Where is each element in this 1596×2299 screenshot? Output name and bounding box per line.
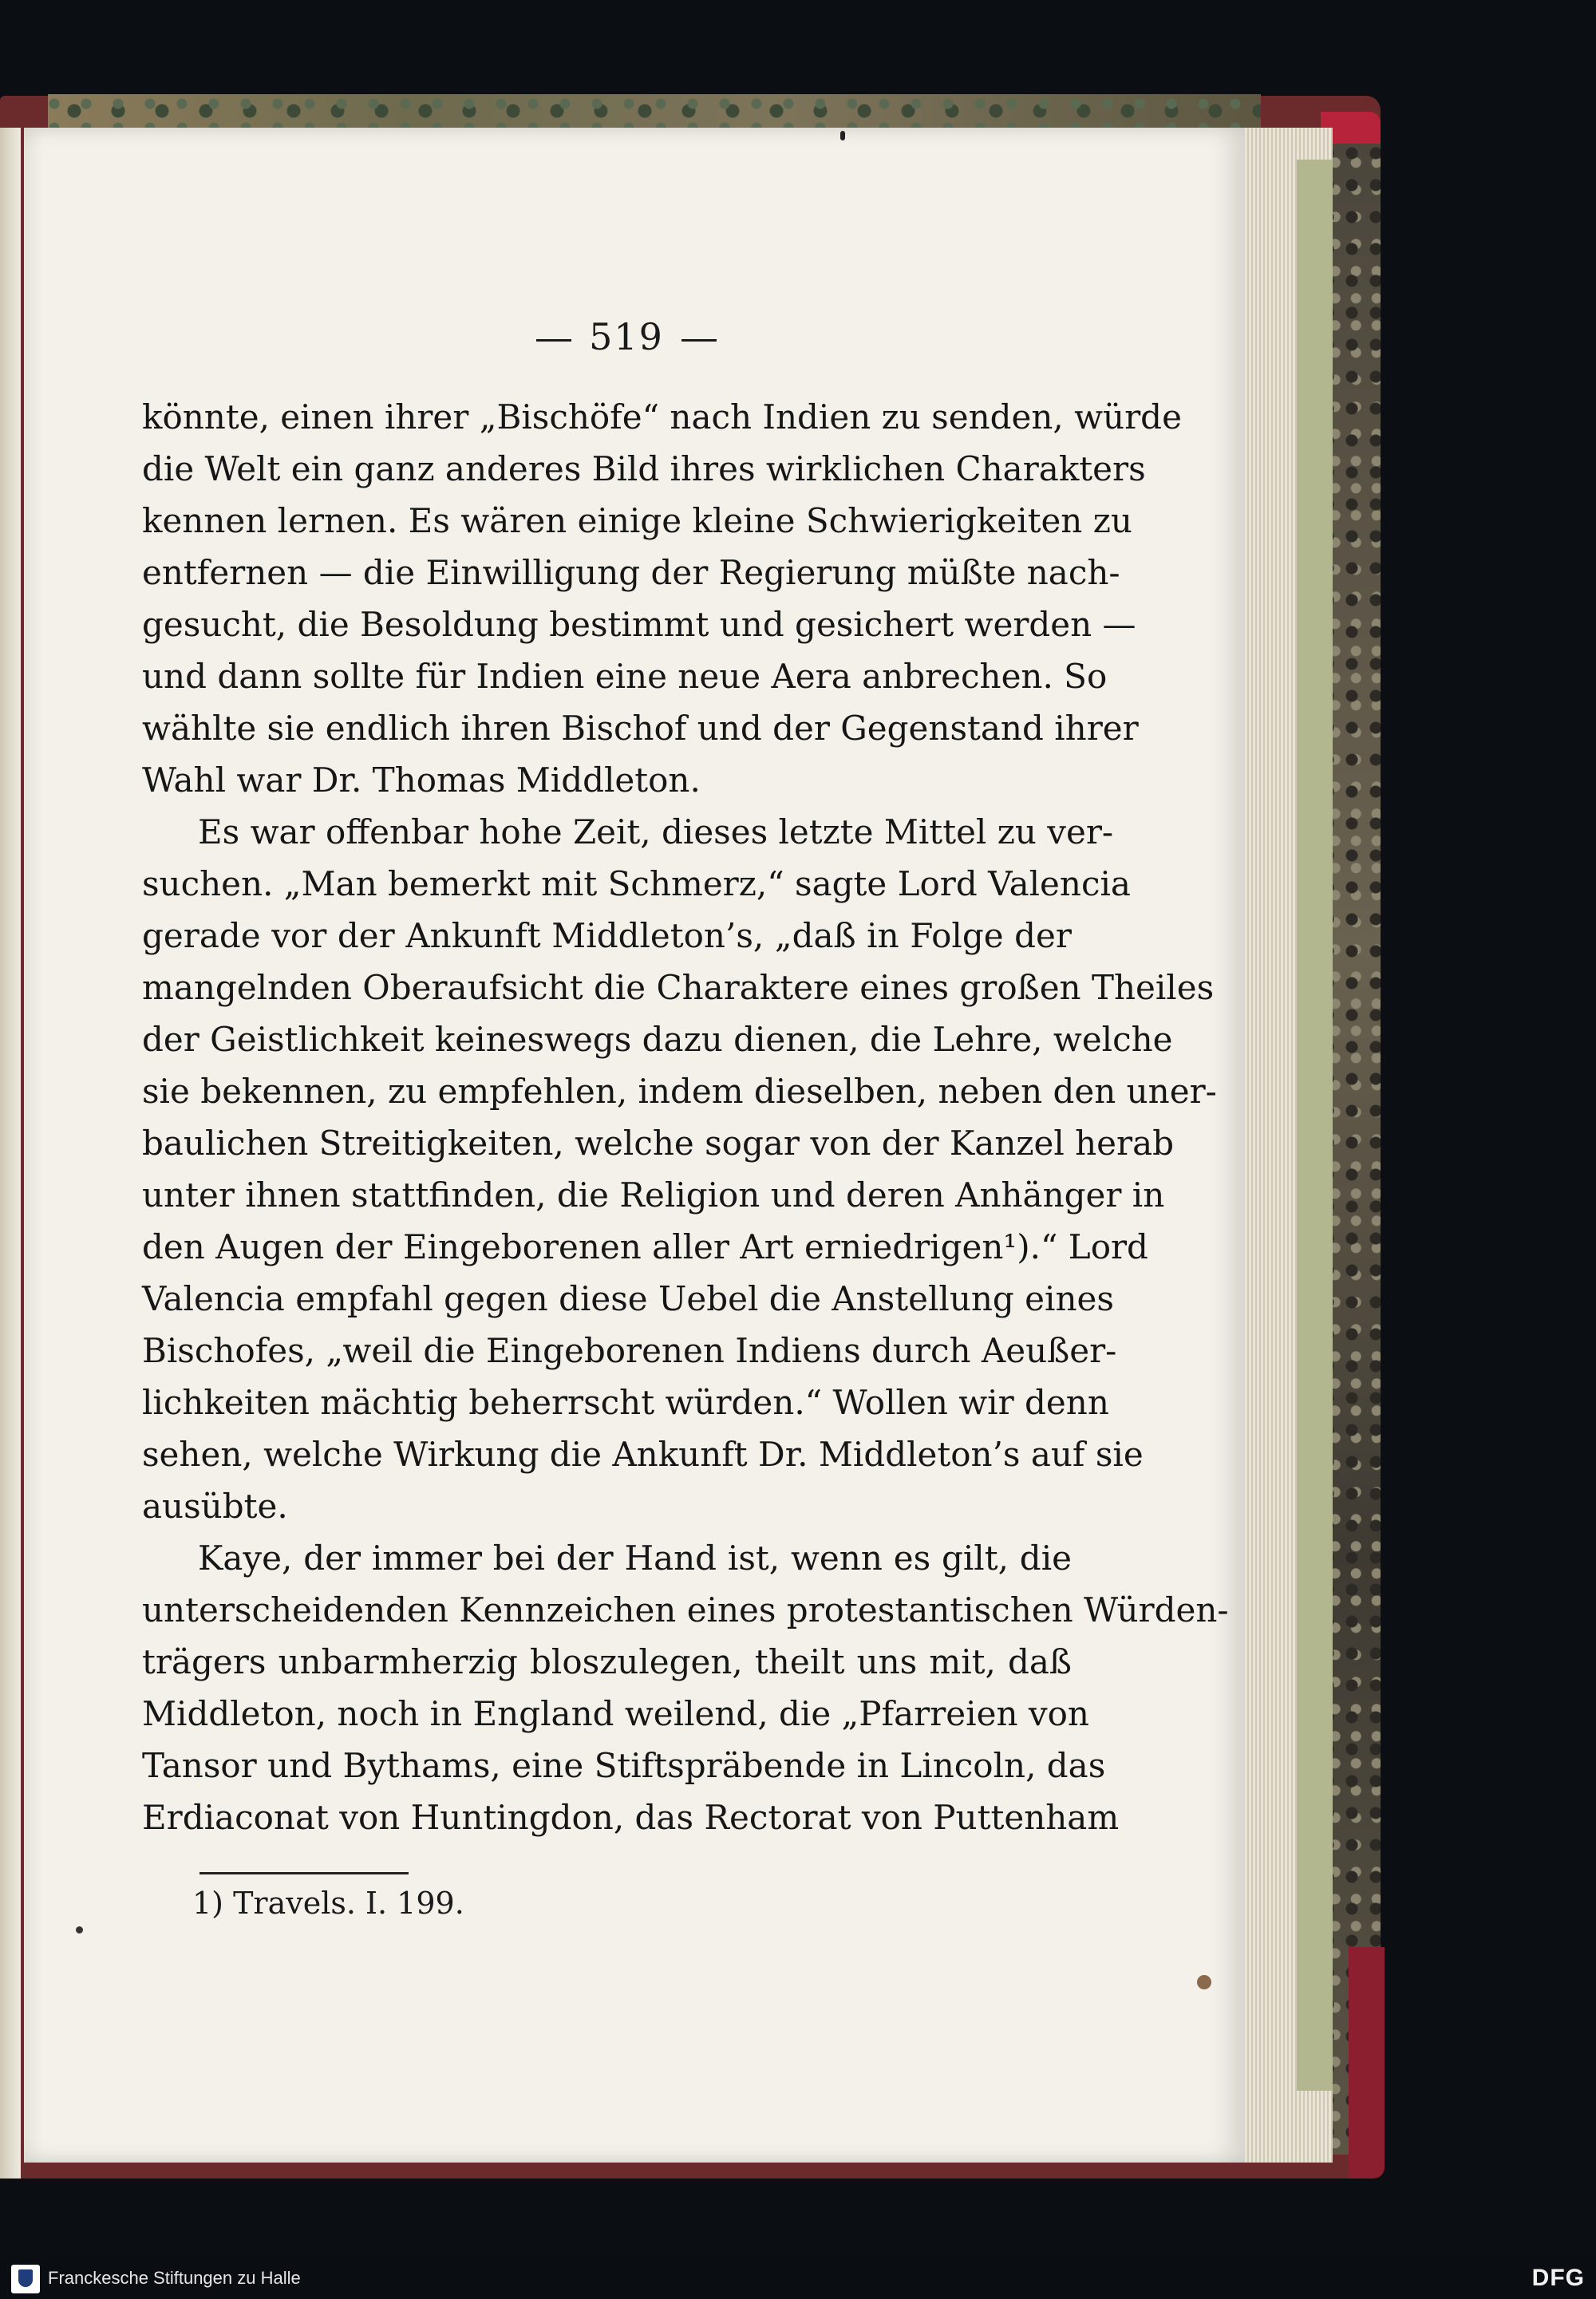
- text-line: den Augen der Eingeborenen aller Art erniedrigen¹).“ Lord: [142, 1227, 1148, 1266]
- institution-name: Franckesche Stiftungen zu Halle: [48, 2268, 301, 2288]
- text-line: sehen, welche Wirkung die Ankunft Dr. Middleton’s auf sie: [142, 1435, 1144, 1474]
- text-line: unter ihnen stattfinden, die Religion und deren Anhänger in: [142, 1175, 1165, 1215]
- text-line: suchen. „Man bemerkt mit Schmerz,“ sagte Lord Valencia: [142, 864, 1131, 903]
- ink-speck: [76, 1926, 83, 1934]
- marbled-edge-top: [48, 94, 1261, 132]
- text-line: Es war offenbar hohe Zeit, dieses letzte Mittel zu ver-: [198, 812, 1114, 851]
- text-line: ausübte.: [142, 1487, 288, 1526]
- ink-mark: [840, 131, 845, 140]
- dash-left: [536, 339, 571, 342]
- dash-right: [681, 339, 717, 342]
- text-line: mangelnden Oberaufsicht die Charaktere eines großen Theiles: [142, 968, 1215, 1007]
- page-stack-tinted: [1297, 160, 1333, 2091]
- left-page-edge: [0, 128, 21, 2179]
- text-line: Erdiaconat von Huntingdon, das Rectorat von Puttenham: [142, 1798, 1120, 1837]
- text-line: Bischofes, „weil die Eingeborenen Indiens durch Aeußer-: [142, 1331, 1117, 1370]
- text-line: der Geistlichkeit keineswegs dazu dienen, die Lehre, welche: [142, 1020, 1173, 1059]
- text-line: kennen lernen. Es wären einige kleine Schwierigkeiten zu: [142, 501, 1132, 540]
- text-line: entfernen — die Einwilligung der Regierung müßte nach-: [142, 553, 1120, 592]
- text-line: unterscheidenden Kennzeichen eines protestantischen Würden-: [142, 1590, 1229, 1629]
- text-line: wählte sie endlich ihren Bischof und der Gegenstand ihrer: [142, 709, 1139, 748]
- foxing-spot: [1197, 1975, 1211, 1989]
- text-line: Valencia empfahl gegen diese Uebel die Anstellung eines: [142, 1279, 1114, 1318]
- footnote-rule: [200, 1872, 409, 1874]
- text-line: gesucht, die Besoldung bestimmt und gesichert werden —: [142, 605, 1136, 644]
- red-cover-corner-bottom: [1349, 1947, 1385, 2179]
- footnote: 1) Travels. I. 199.: [192, 1886, 464, 1921]
- page-number-text: 519: [589, 315, 664, 358]
- book-page: [24, 128, 1245, 2163]
- text-line: lichkeiten mächtig beherrscht würden.“ Wollen wir denn: [142, 1383, 1109, 1422]
- footer-bar: [0, 2258, 1596, 2299]
- dfg-logo: DFG: [1531, 2265, 1585, 2291]
- page-number: [24, 315, 1229, 358]
- shield-shape: [18, 2269, 33, 2287]
- text-line: Kaye, der immer bei der Hand ist, wenn es gilt, die: [198, 1539, 1072, 1578]
- text-line: könnte, einen ihrer „Bischöfe“ nach Indien zu senden, würde: [142, 397, 1182, 436]
- text-line: gerade vor der Ankunft Middleton’s, „daß in Folge der: [142, 916, 1072, 955]
- shield-crest-icon: [11, 2265, 40, 2293]
- text-line: sie bekennen, zu empfehlen, indem dieselben, neben den uner-: [142, 1072, 1217, 1111]
- body-text: [142, 391, 1229, 1843]
- text-line: die Welt ein ganz anderes Bild ihres wirklichen Charakters: [142, 449, 1146, 488]
- text-line: Wahl war Dr. Thomas Middleton.: [142, 760, 701, 800]
- text-line: Tansor und Bythams, eine Stiftspräbende in Lincoln, das: [142, 1746, 1106, 1785]
- text-line: und dann sollte für Indien eine neue Aera anbrechen. So: [142, 657, 1108, 696]
- text-line: baulichen Streitigkeiten, welche sogar von der Kanzel herab: [142, 1124, 1175, 1163]
- text-line: trägers unbarmherzig bloszulegen, theilt uns mit, daß: [142, 1642, 1072, 1681]
- text-line: Middleton, noch in England weilend, die „Pfarreien von: [142, 1694, 1089, 1733]
